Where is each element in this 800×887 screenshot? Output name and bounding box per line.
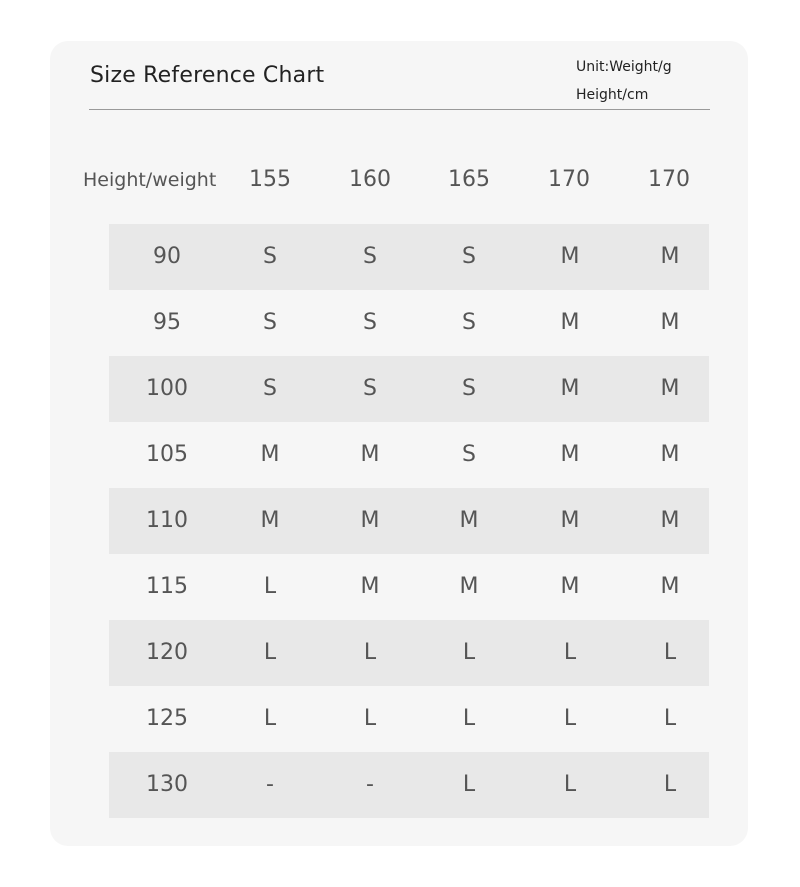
size-cell: M xyxy=(660,376,680,401)
size-chart-card xyxy=(50,41,748,846)
corner-label: Height/weight xyxy=(83,169,217,191)
size-cell: M xyxy=(560,310,580,335)
size-cell: S xyxy=(363,244,377,269)
size-cell: L xyxy=(462,706,476,731)
size-cell: M xyxy=(560,376,580,401)
column-header: 165 xyxy=(448,167,490,192)
size-cell: L xyxy=(263,574,277,599)
size-cell: M xyxy=(360,508,380,533)
table-row xyxy=(109,224,709,290)
size-cell: S xyxy=(263,244,277,269)
size-table-body xyxy=(109,224,709,818)
table-row xyxy=(109,686,709,752)
size-cell: L xyxy=(363,640,377,665)
size-cell: L xyxy=(263,706,277,731)
size-cell: M xyxy=(560,244,580,269)
size-cell: L xyxy=(663,706,677,731)
size-cell: M xyxy=(260,442,280,467)
size-cell: S xyxy=(462,442,476,467)
size-cell: M xyxy=(660,574,680,599)
size-cell: L xyxy=(663,772,677,797)
size-cell: S xyxy=(363,376,377,401)
size-cell: M xyxy=(560,442,580,467)
size-cell: L xyxy=(462,772,476,797)
unit-weight-label: Unit:Weight/g xyxy=(576,59,672,75)
size-cell: L xyxy=(663,640,677,665)
weight-cell: 100 xyxy=(146,376,188,401)
table-header xyxy=(50,159,748,207)
size-cell: M xyxy=(660,310,680,335)
size-cell: L xyxy=(563,772,577,797)
size-cell: L xyxy=(563,706,577,731)
size-cell: M xyxy=(660,508,680,533)
weight-cell: 120 xyxy=(146,640,188,665)
weight-cell: 105 xyxy=(146,442,188,467)
size-cell: M xyxy=(360,442,380,467)
size-cell: M xyxy=(360,574,380,599)
table-row xyxy=(109,290,709,356)
size-cell: M xyxy=(459,508,479,533)
size-cell: M xyxy=(560,574,580,599)
title-divider xyxy=(89,109,710,110)
table-row xyxy=(109,422,709,488)
column-header: 155 xyxy=(249,167,291,192)
size-cell: M xyxy=(660,244,680,269)
weight-cell: 110 xyxy=(146,508,188,533)
size-cell: M xyxy=(260,508,280,533)
unit-height-label: Height/cm xyxy=(576,87,649,103)
size-cell: - xyxy=(266,772,274,797)
size-cell: S xyxy=(462,376,476,401)
size-cell: S xyxy=(462,244,476,269)
column-header: 160 xyxy=(349,167,391,192)
size-cell: M xyxy=(459,574,479,599)
weight-cell: 95 xyxy=(153,310,181,335)
size-cell: S xyxy=(462,310,476,335)
weight-cell: 125 xyxy=(146,706,188,731)
size-cell: L xyxy=(263,640,277,665)
size-cell: S xyxy=(363,310,377,335)
weight-cell: 115 xyxy=(146,574,188,599)
table-row xyxy=(109,356,709,422)
table-row xyxy=(109,752,709,818)
weight-cell: 90 xyxy=(153,244,181,269)
size-cell: - xyxy=(366,772,374,797)
table-row xyxy=(109,554,709,620)
weight-cell: 130 xyxy=(146,772,188,797)
table-row xyxy=(109,620,709,686)
unit-note xyxy=(576,53,672,109)
table-row xyxy=(109,488,709,554)
size-cell: L xyxy=(563,640,577,665)
size-cell: L xyxy=(462,640,476,665)
chart-title: Size Reference Chart xyxy=(90,63,325,88)
size-cell: M xyxy=(560,508,580,533)
size-cell: M xyxy=(660,442,680,467)
size-cell: S xyxy=(263,310,277,335)
column-header: 170 xyxy=(648,167,690,192)
column-header: 170 xyxy=(548,167,590,192)
size-cell: S xyxy=(263,376,277,401)
size-cell: L xyxy=(363,706,377,731)
